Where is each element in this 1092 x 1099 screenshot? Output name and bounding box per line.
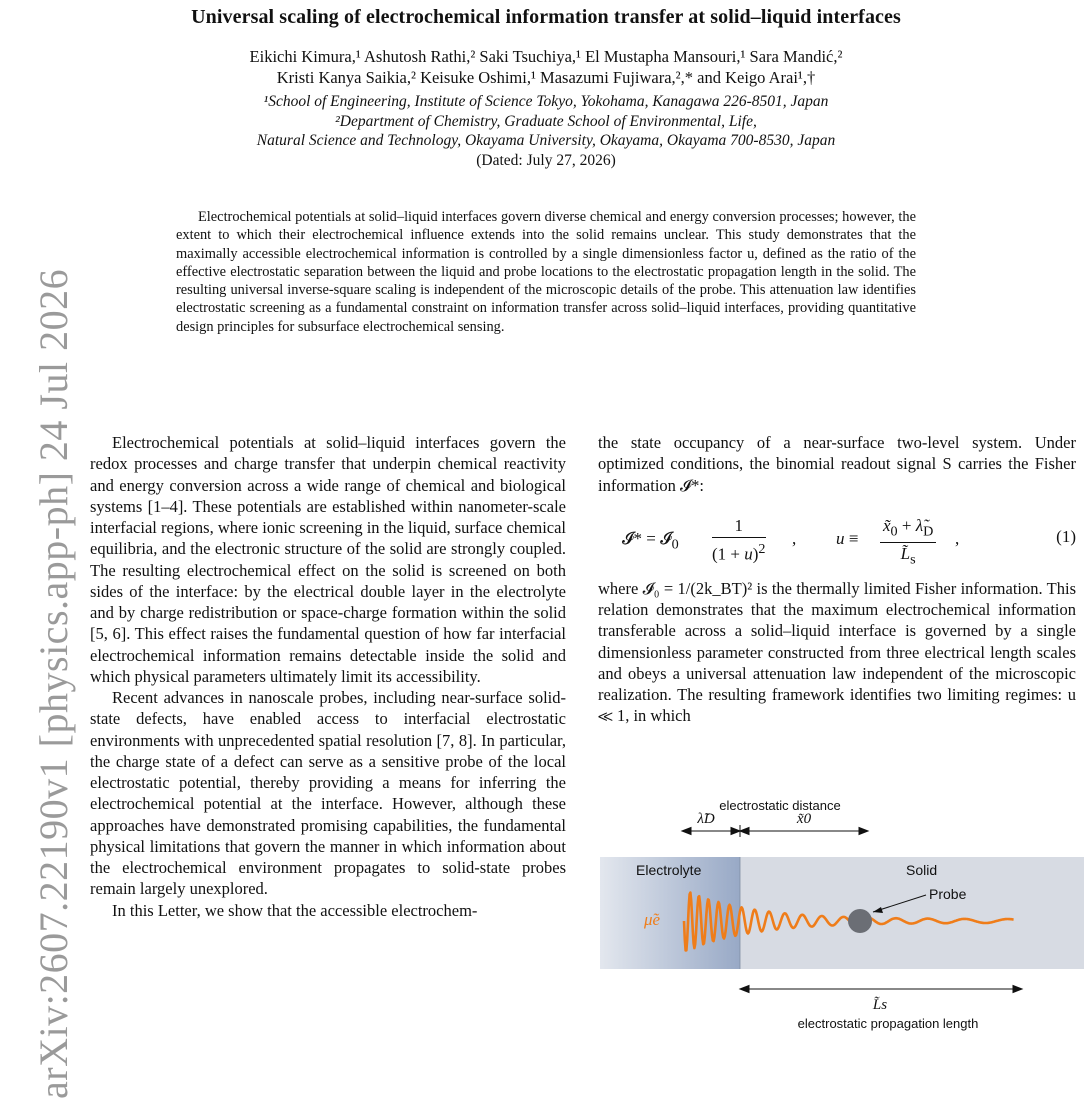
author-line: Eikichi Kimura,¹ Ashutosh Rathi,² Saki Tsuchiya,¹ El Mustapha Mansouri,¹ Sara Mandić,²: [249, 47, 843, 66]
label-lambda-d: λ̃D: [697, 811, 715, 827]
affiliations: [0, 92, 1092, 170]
affiliation-line: ²Department of Chemistry, Graduate School of Environmental, Life,: [335, 112, 757, 130]
label-mu-e: μ̃e: [644, 910, 661, 929]
paragraph: In this Letter, we show that the accessible electrochem-: [112, 900, 478, 920]
probe-marker: [848, 909, 872, 933]
paragraph: Electrochemical potentials at solid–liquid interfaces govern the redox processes and charge transfer that underpin chemical reactivity and energy conversion across a wide range of chemical and biological systems [1–4]. These potentials are established within nanometer-scale interfacial regions, where ionic screening in the liquid, surface chemical equilibria, and the electronic structure of the solid are strongly coupled. The resulting electrochemical effect on the solid is screened on both sides of the interface: by the electrical double layer in the electrolyte and by charge redistribution or space-charge formation within the solid [5, 6]. This effect raises the fundamental question of how far interfacial electrochemical information remains detectable inside the solid and which physical parameters ultimately limit its accessibility.: [90, 433, 567, 686]
abstract: Electrochemical potentials at solid–liquid interfaces govern diverse chemical and energy conversion processes; however, the extent to which their electrochemical influence extends into the solid remains unclear. This study demonstrates that the maximally accessible electrochemical information is controlled by a single dimensionless factor u, defined as the ratio of the effective electrostatic separation between the liquid and probe locations to the electrostatic propagation length in the solid. The resulting universal inverse-square scaling is independent of the microscopic details of the probe. This attenuation law identifies electrostatic screening as a fundamental constraint on information transfer across solid–liquid interfaces, providing quantitative design principles for subsurface electrochemical sensing.: [176, 209, 916, 335]
author-line: Kristi Kanya Saikia,² Keisuke Oshimi,¹ Masazumi Fujiwara,²,* and Keigo Arai¹,†: [276, 68, 816, 87]
affiliation-line: Natural Science and Technology, Okayama University, Okayama, Okayama 700-8530, Japan: [256, 132, 836, 149]
label-solid: Solid: [906, 862, 938, 878]
date-line: (Dated: July 27, 2026): [476, 151, 616, 169]
arxiv-identifier: arXiv:2607.22190v1 [physics.app-ph] 24 Jul 2026: [31, 268, 76, 1099]
schematic-figure: [598, 785, 1086, 1031]
left-column: [90, 432, 566, 921]
label-ls: L̃s: [872, 997, 888, 1013]
right-column: [598, 432, 1076, 727]
label-electrolyte: Electrolyte: [636, 862, 702, 878]
paper-title: Universal scaling of electrochemical information transfer at solid–liquid interfaces: [191, 6, 901, 28]
equation-number: (1): [1056, 527, 1076, 546]
paragraph: where 𝓘₀ = 1/(2k_BT)² is the thermally limited Fisher information. This relation demonstrates that the maximum electrochemical information transferable across a solid–liquid interface is governed by a single dimensionless parameter constructed from three electrical length scales and obeys a universal attenuation law independent of the microscopic realization. The resulting framework identifies two limiting regimes: u ≪ 1, in which: [598, 578, 1076, 726]
paragraph: the state occupancy of a near-surface two-level system. Under optimized conditions, the binomial readout signal S carries the Fisher information 𝓘*:: [598, 433, 1076, 495]
equation-1: 𝓘* = 𝓘$_0$ $\frac{1}{(1 + u)^2}$ , u ≡ $\frac{x̃_0 + \lambdã_D}{L̃_s}$ , (1): [622, 516, 1076, 568]
label-x0: x̃0: [796, 811, 812, 827]
label-probe: Probe: [929, 886, 967, 902]
label-propagation-length: electrostatic propagation length: [797, 1016, 979, 1031]
paragraph: Recent advances in nanoscale probes, including near-surface solid-state defects, have enabled access to interfacial electrostatic environments with unprecedented spatial resolution [7, 8]. In particular, the charge state of a defect can serve as a sensitive probe of the local electrostatic potential, thereby providing a means for inferring the electrochemical potential at the interface. However, although these approaches have demonstrated promising capabilities, the fundamental physical limitations that govern the manner in which information about the electrochemical environment propagates to solid-state probes remain largely unexplored.: [90, 688, 566, 899]
interface-schematic: [598, 785, 1086, 1031]
propagation-length-arrow: [740, 986, 1022, 993]
author-list: [0, 46, 1092, 88]
label-electrostatic-distance: electrostatic distance: [719, 798, 841, 813]
affiliation-line: ¹School of Engineering, Institute of Science Tokyo, Yokohama, Kanagawa 226-8501, Japan: [263, 93, 829, 110]
